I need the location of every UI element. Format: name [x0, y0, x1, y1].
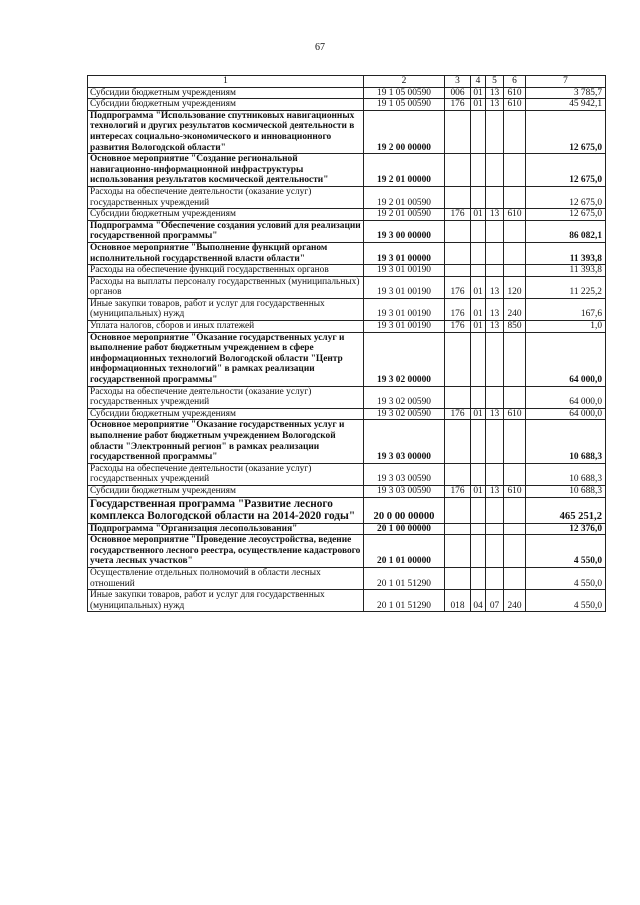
row-code-cell: 19 3 03 00590 — [364, 485, 445, 497]
budget-table — [87, 75, 606, 612]
table-row — [88, 154, 606, 187]
row-col3-cell — [445, 242, 471, 264]
row-col4-cell: 01 — [471, 298, 486, 320]
row-col5-cell: 13 — [486, 485, 504, 497]
row-col3-cell — [445, 463, 471, 485]
table-row — [88, 590, 606, 612]
row-col6-cell — [504, 420, 526, 463]
row-code-cell: 20 1 01 00000 — [364, 535, 445, 568]
row-sum-cell: 465 251,2 — [526, 497, 606, 523]
row-col4-cell — [471, 523, 486, 535]
row-sum-cell: 3 785,7 — [526, 87, 606, 99]
row-col3-cell — [445, 265, 471, 277]
row-col6-cell: 850 — [504, 321, 526, 333]
row-col6-cell — [504, 497, 526, 523]
row-col5-cell: 13 — [486, 408, 504, 420]
row-col6-cell — [504, 110, 526, 153]
row-col4-cell: 01 — [471, 276, 486, 298]
row-sum-cell: 1,0 — [526, 321, 606, 333]
row-col6-cell: 240 — [504, 590, 526, 612]
row-name-cell: Расходы на обеспечение деятельности (оказание услуг) государственных учреждений — [88, 386, 364, 408]
row-col5-cell — [486, 154, 504, 187]
row-code-cell: 19 2 01 00590 — [364, 209, 445, 221]
row-col4-cell — [471, 110, 486, 153]
row-col3-cell — [445, 220, 471, 242]
row-name-cell: Расходы на обеспечение деятельности (оказание услуг) государственных учреждений — [88, 186, 364, 208]
row-name-cell: Основное мероприятие "Проведение лесоустройства, ведение государственного лесного реестра, осуществление кадастрового учета лесных участков" — [88, 535, 364, 568]
row-sum-cell: 11 393,8 — [526, 265, 606, 277]
row-col4-cell — [471, 567, 486, 589]
row-sum-cell: 12 675,0 — [526, 110, 606, 153]
row-col4-cell — [471, 535, 486, 568]
row-col3-cell — [445, 154, 471, 187]
row-col3-cell — [445, 420, 471, 463]
row-col6-cell: 610 — [504, 99, 526, 111]
row-name-cell: Подпрограмма "Организация лесопользования" — [88, 523, 364, 535]
row-col5-cell — [486, 463, 504, 485]
row-col3-cell — [445, 523, 471, 535]
table-row — [88, 186, 606, 208]
table-row — [88, 485, 606, 497]
row-name-cell: Основное мероприятие "Оказание государственных услуг и выполнение работ бюджетным учреждением в сфере информационных технологий Вологодской области "Центр информационных технологий" в рамках реализации государственной программы" — [88, 332, 364, 386]
table-row — [88, 242, 606, 264]
row-col6-cell: 610 — [504, 87, 526, 99]
row-code-cell: 20 1 01 51290 — [364, 590, 445, 612]
row-col4-cell — [471, 265, 486, 277]
row-code-cell: 20 1 00 00000 — [364, 523, 445, 535]
table-row — [88, 567, 606, 589]
row-col3-cell: 176 — [445, 321, 471, 333]
row-sum-cell: 12 675,0 — [526, 186, 606, 208]
row-code-cell: 19 3 01 00190 — [364, 265, 445, 277]
header-cell: 3 — [445, 76, 471, 88]
row-col3-cell: 018 — [445, 590, 471, 612]
row-code-cell: 20 1 01 51290 — [364, 567, 445, 589]
row-sum-cell: 11 393,8 — [526, 242, 606, 264]
row-col5-cell — [486, 535, 504, 568]
row-col5-cell: 13 — [486, 87, 504, 99]
row-sum-cell: 12 675,0 — [526, 154, 606, 187]
row-col5-cell — [486, 386, 504, 408]
row-col3-cell — [445, 186, 471, 208]
row-col6-cell — [504, 242, 526, 264]
row-sum-cell: 12 675,0 — [526, 209, 606, 221]
row-col5-cell — [486, 497, 504, 523]
header-cell: 4 — [471, 76, 486, 88]
row-name-cell: Основное мероприятие "Оказание государственных услуг и выполнение работ бюджетным учреждением Вологодской области "Электронный регион" в рамках реализации государственной программы" — [88, 420, 364, 463]
row-sum-cell: 64 000,0 — [526, 408, 606, 420]
row-col6-cell — [504, 220, 526, 242]
row-code-cell: 19 3 01 00190 — [364, 321, 445, 333]
row-col6-cell — [504, 265, 526, 277]
row-col6-cell — [504, 567, 526, 589]
table-row — [88, 276, 606, 298]
row-name-cell: Субсидии бюджетным учреждениям — [88, 99, 364, 111]
row-col4-cell: 04 — [471, 590, 486, 612]
table-row — [88, 87, 606, 99]
row-name-cell: Подпрограмма "Использование спутниковых навигационных технологий и других результатов космической деятельности в интересах социально-экономического и инновационного развития Вологодской области" — [88, 110, 364, 153]
row-name-cell: Субсидии бюджетным учреждениям — [88, 209, 364, 221]
row-col5-cell — [486, 220, 504, 242]
row-col5-cell — [486, 242, 504, 264]
row-col3-cell: 176 — [445, 485, 471, 497]
row-col6-cell: 240 — [504, 298, 526, 320]
row-col3-cell: 006 — [445, 87, 471, 99]
row-sum-cell: 45 942,1 — [526, 99, 606, 111]
row-name-cell: Основное мероприятие "Создание региональной навигационно-информационной инфраструктуры использования результатов космической деятельности" — [88, 154, 364, 187]
row-col4-cell — [471, 220, 486, 242]
row-col6-cell — [504, 523, 526, 535]
row-col3-cell — [445, 497, 471, 523]
row-col6-cell — [504, 332, 526, 386]
table-row — [88, 497, 606, 523]
table-row — [88, 265, 606, 277]
row-code-cell: 19 2 01 00000 — [364, 154, 445, 187]
row-code-cell: 19 2 01 00590 — [364, 186, 445, 208]
row-code-cell: 19 1 05 00590 — [364, 87, 445, 99]
row-code-cell: 19 3 03 00590 — [364, 463, 445, 485]
row-col5-cell: 13 — [486, 321, 504, 333]
row-sum-cell: 4 550,0 — [526, 535, 606, 568]
row-col4-cell: 01 — [471, 321, 486, 333]
row-col5-cell — [486, 523, 504, 535]
row-col4-cell — [471, 386, 486, 408]
row-col4-cell: 01 — [471, 485, 486, 497]
row-name-cell: Расходы на обеспечение деятельности (оказание услуг) государственных учреждений — [88, 463, 364, 485]
row-sum-cell: 64 000,0 — [526, 386, 606, 408]
row-sum-cell: 86 082,1 — [526, 220, 606, 242]
row-code-cell: 19 2 00 00000 — [364, 110, 445, 153]
row-col6-cell — [504, 463, 526, 485]
table-row — [88, 99, 606, 111]
row-sum-cell: 10 688,3 — [526, 420, 606, 463]
row-sum-cell: 64 000,0 — [526, 332, 606, 386]
row-name-cell: Субсидии бюджетным учреждениям — [88, 408, 364, 420]
row-code-cell: 19 3 00 00000 — [364, 220, 445, 242]
row-code-cell: 19 3 02 00590 — [364, 408, 445, 420]
table-row — [88, 298, 606, 320]
row-name-cell: Расходы на выплаты персоналу государственных (муниципальных) органов — [88, 276, 364, 298]
row-col6-cell: 610 — [504, 485, 526, 497]
row-name-cell: Иные закупки товаров, работ и услуг для государственных (муниципальных) нужд — [88, 590, 364, 612]
table-row — [88, 535, 606, 568]
table-row — [88, 220, 606, 242]
row-col6-cell — [504, 386, 526, 408]
row-name-cell: Расходы на обеспечение функций государственных органов — [88, 265, 364, 277]
row-code-cell: 19 3 02 00000 — [364, 332, 445, 386]
row-sum-cell: 10 688,3 — [526, 485, 606, 497]
row-col3-cell — [445, 535, 471, 568]
table-row — [88, 408, 606, 420]
row-col5-cell — [486, 265, 504, 277]
row-col6-cell — [504, 154, 526, 187]
row-sum-cell: 10 688,3 — [526, 463, 606, 485]
row-col4-cell: 01 — [471, 209, 486, 221]
row-col4-cell — [471, 186, 486, 208]
row-col5-cell — [486, 186, 504, 208]
row-name-cell: Подпрограмма "Обеспечение создания условий для реализации государственной программы" — [88, 220, 364, 242]
row-col5-cell: 13 — [486, 276, 504, 298]
header-cell: 6 — [504, 76, 526, 88]
header-cell: 2 — [364, 76, 445, 88]
row-col5-cell: 13 — [486, 298, 504, 320]
row-col3-cell — [445, 567, 471, 589]
row-col6-cell: 610 — [504, 408, 526, 420]
row-col5-cell — [486, 420, 504, 463]
table-row — [88, 110, 606, 153]
row-col4-cell: 01 — [471, 87, 486, 99]
row-col6-cell — [504, 186, 526, 208]
row-col3-cell: 176 — [445, 408, 471, 420]
row-name-cell: Иные закупки товаров, работ и услуг для государственных (муниципальных) нужд — [88, 298, 364, 320]
table-row — [88, 523, 606, 535]
page-number: 67 — [315, 42, 325, 53]
row-sum-cell: 11 225,2 — [526, 276, 606, 298]
row-col5-cell: 13 — [486, 99, 504, 111]
row-col4-cell — [471, 420, 486, 463]
header-cell: 7 — [526, 76, 606, 88]
row-col3-cell — [445, 332, 471, 386]
row-code-cell: 19 3 03 00000 — [364, 420, 445, 463]
row-col5-cell: 13 — [486, 209, 504, 221]
row-name-cell: Осуществление отдельных полномочий в области лесных отношений — [88, 567, 364, 589]
row-sum-cell: 12 376,0 — [526, 523, 606, 535]
table-row — [88, 463, 606, 485]
row-name-cell: Субсидии бюджетным учреждениям — [88, 87, 364, 99]
row-col6-cell: 610 — [504, 209, 526, 221]
table-row — [88, 321, 606, 333]
row-col5-cell — [486, 567, 504, 589]
row-name-cell: Уплата налогов, сборов и иных платежей — [88, 321, 364, 333]
row-col3-cell — [445, 110, 471, 153]
row-col6-cell: 120 — [504, 276, 526, 298]
row-name-cell: Основное мероприятие "Выполнение функций органом исполнительной государственной власти области" — [88, 242, 364, 264]
row-col4-cell — [471, 463, 486, 485]
row-col4-cell: 01 — [471, 408, 486, 420]
row-col4-cell — [471, 497, 486, 523]
row-col5-cell: 07 — [486, 590, 504, 612]
row-sum-cell: 4 550,0 — [526, 567, 606, 589]
header-cell: 5 — [486, 76, 504, 88]
row-col4-cell — [471, 332, 486, 386]
row-col3-cell: 176 — [445, 298, 471, 320]
row-code-cell: 19 3 01 00190 — [364, 298, 445, 320]
table-row — [88, 332, 606, 386]
row-code-cell: 19 1 05 00590 — [364, 99, 445, 111]
table-row — [88, 209, 606, 221]
row-code-cell: 19 3 01 00000 — [364, 242, 445, 264]
row-col5-cell — [486, 332, 504, 386]
row-sum-cell: 4 550,0 — [526, 590, 606, 612]
row-code-cell: 20 0 00 00000 — [364, 497, 445, 523]
row-col4-cell — [471, 242, 486, 264]
row-col5-cell — [486, 110, 504, 153]
row-col6-cell — [504, 535, 526, 568]
row-name-cell: Государственная программа "Развитие лесного комплекса Вологодской области на 2014-2020 годы" — [88, 497, 364, 523]
row-code-cell: 19 3 02 00590 — [364, 386, 445, 408]
row-code-cell: 19 3 01 00190 — [364, 276, 445, 298]
table-row — [88, 420, 606, 463]
row-col4-cell: 01 — [471, 99, 486, 111]
header-cell: 1 — [88, 76, 364, 88]
row-name-cell: Субсидии бюджетным учреждениям — [88, 485, 364, 497]
row-col3-cell: 176 — [445, 276, 471, 298]
row-col3-cell: 176 — [445, 99, 471, 111]
row-col4-cell — [471, 154, 486, 187]
row-sum-cell: 167,6 — [526, 298, 606, 320]
table-row — [88, 386, 606, 408]
table-header-row — [88, 76, 606, 88]
row-col3-cell — [445, 386, 471, 408]
row-col3-cell: 176 — [445, 209, 471, 221]
